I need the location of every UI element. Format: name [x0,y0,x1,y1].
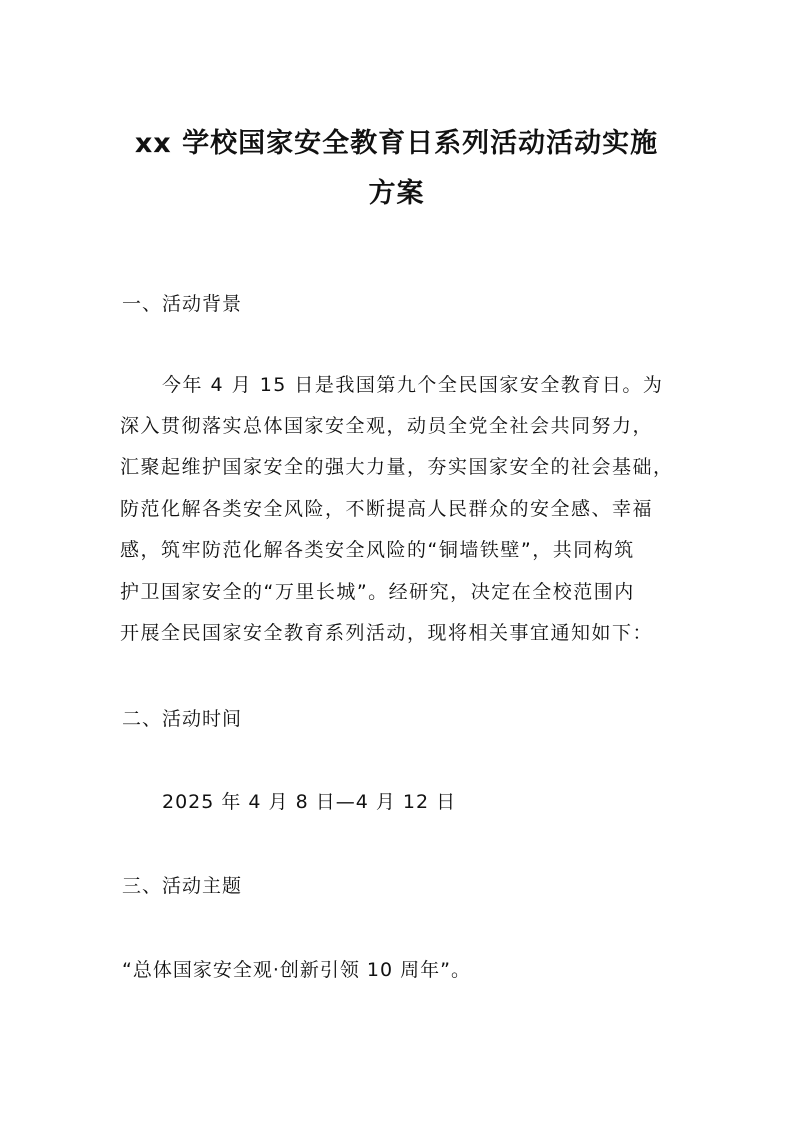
background-paragraph-line: 开展全民国家安全教育系列活动，现将相关事宜通知如下： [120,622,654,644]
background-paragraph-line: 今年 4 月 15 日是我国第九个全民国家安全教育日。为 [162,374,664,396]
background-paragraph-line: 感，筑牢防范化解各类安全风险的“铜墙铁壁”，共同构筑 [120,539,635,561]
background-paragraph-line: 护卫国家安全的“万里长城”。经研究，决定在全校范围内 [120,581,635,603]
section-heading-time: 二、活动时间 [122,708,243,730]
section-heading-theme: 三、活动主题 [122,875,243,897]
background-paragraph-line: 防范化解各类安全风险，不断提高人民群众的安全感、幸福 [120,498,654,520]
background-paragraph-line: 深入贯彻落实总体国家安全观，动员全党全社会共同努力， [120,415,654,437]
background-paragraph-line: 汇聚起维护国家安全的强大力量，夯实国家安全的社会基础， [120,456,674,478]
activity-theme-text: “总体国家安全观·创新引领 10 周年”。 [122,959,471,981]
document-title-line-1: xx 学校国家安全教育日系列活动活动实施 [134,128,659,159]
section-heading-background: 一、活动背景 [122,293,243,315]
document-title-line-2: 方案 [368,178,425,209]
activity-time-text: 2025 年 4 月 8 日—4 月 12 日 [162,791,457,813]
